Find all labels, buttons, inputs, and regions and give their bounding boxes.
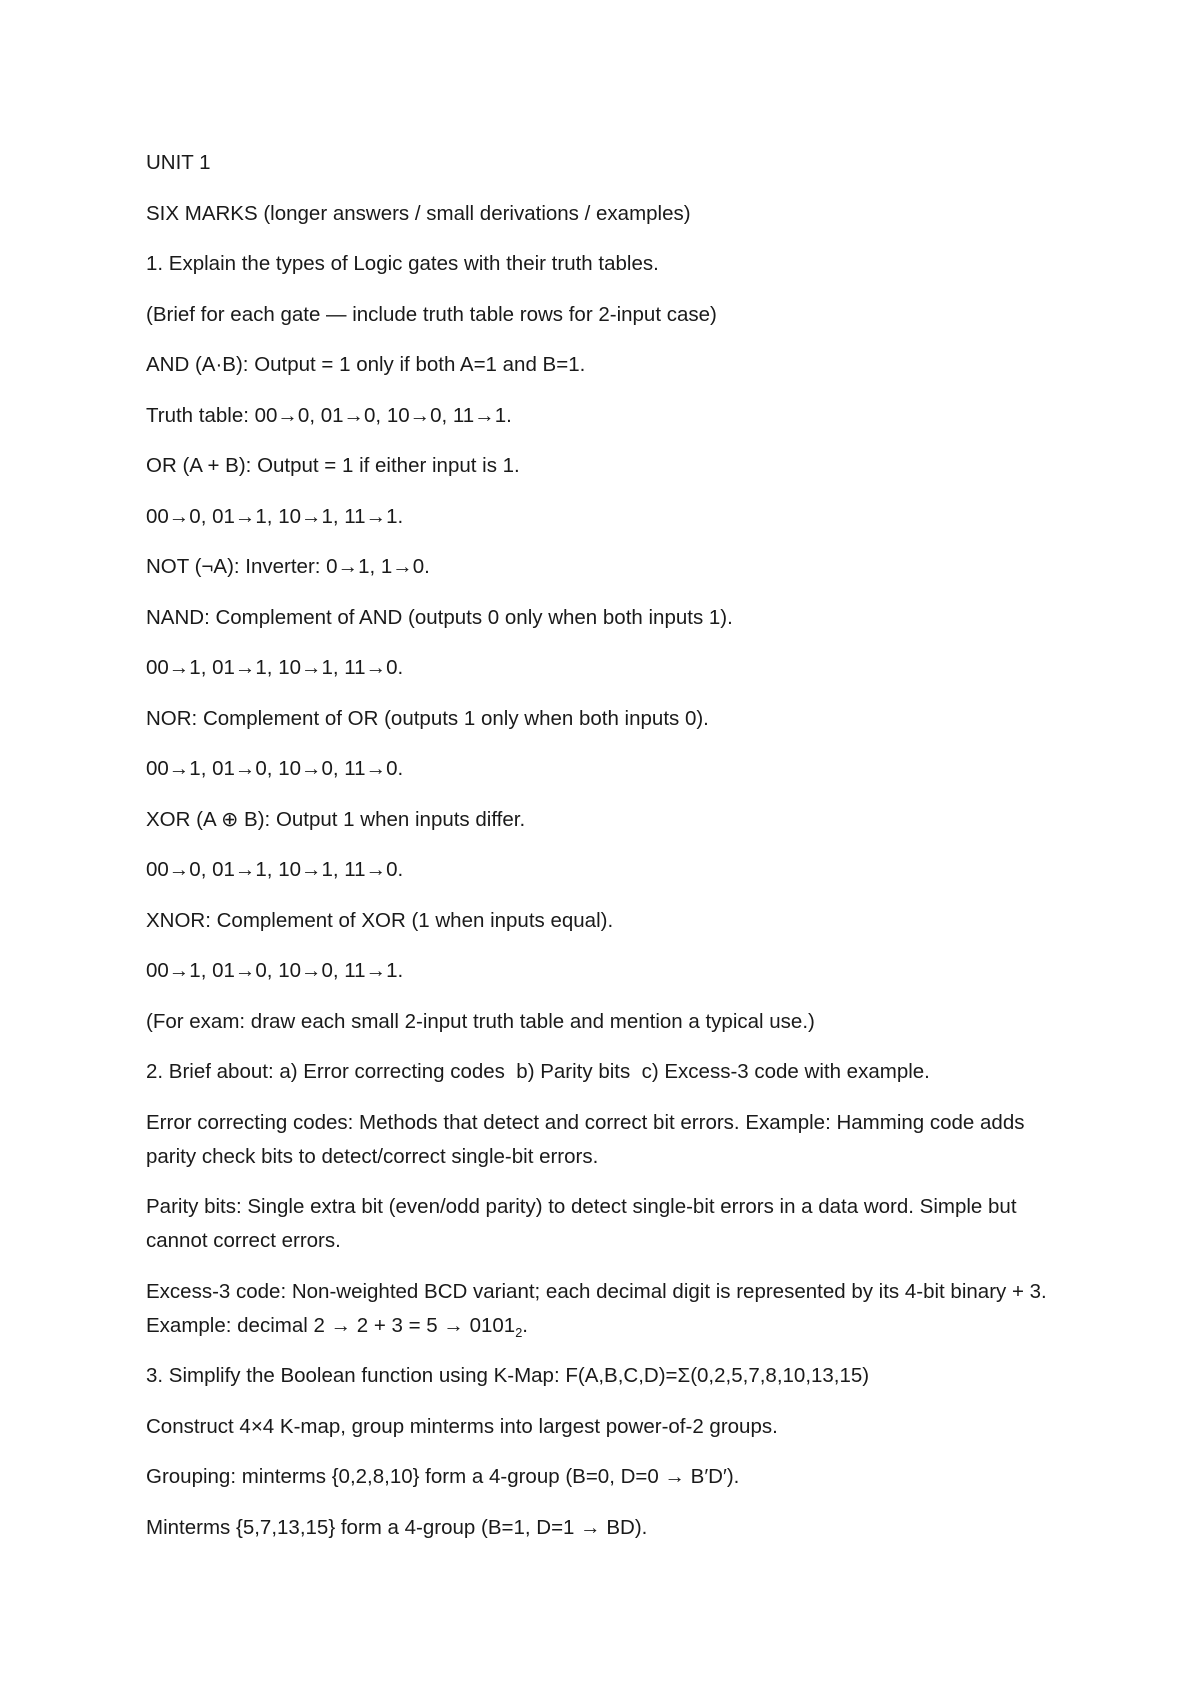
kmap-construct-line: Construct 4×4 K-map, group minterms into largest power-of-2 groups. [146, 1414, 778, 1438]
nor-gate-line: NOR: Complement of OR (outputs 1 only when both inputs 0). [146, 706, 709, 730]
exam-note: (For exam: draw each small 2-input truth table and mention a typical use.) [146, 1009, 815, 1033]
excess-3-end: . [522, 1313, 528, 1337]
kmap-grouping-line: Grouping: minterms {0,2,8,10} form a 4-group (B=0, D=0 → B′D′). [146, 1465, 740, 1488]
question-1-note: (Brief for each gate — include truth table rows for 2-input case) [146, 302, 717, 326]
xnor-gate-line: XNOR: Complement of XOR (1 when inputs equal). [146, 908, 614, 932]
xor-truth-table: 00→0, 01→1, 10→1, 11→0. [146, 858, 404, 881]
xnor-truth-table: 00→1, 01→0, 10→0, 11→1. [146, 959, 404, 982]
xor-gate-line: XOR (A ⊕ B): Output 1 when inputs differ. [146, 807, 526, 831]
section-heading: SIX MARKS (longer answers / small derivations / examples) [146, 201, 691, 225]
unit-heading: UNIT 1 [146, 151, 211, 174]
and-gate-line: AND (A·B): Output = 1 only if both A=1 and B=1. [146, 353, 586, 376]
or-gate-line: OR (A + B): Output = 1 if either input is 1. [146, 454, 520, 477]
or-truth-table: 00→0, 01→1, 10→1, 11→1. [146, 504, 404, 528]
question-1: 1. Explain the types of Logic gates with their truth tables. [146, 252, 659, 275]
nand-gate-line: NAND: Complement of AND (outputs 0 only when both inputs 1). [146, 605, 733, 629]
binary-subscript: 2 [515, 1324, 523, 1340]
question-2: 2. Brief about: a) Error correcting codes b) Parity bits c) Excess-3 code with example. [146, 1060, 930, 1083]
and-truth-table: Truth table: 00→0, 01→0, 10→0, 11→1. [146, 403, 512, 427]
nor-truth-table: 00→1, 01→0, 10→0, 11→0. [146, 757, 404, 780]
question-3: 3. Simplify the Boolean function using K-Map: F(A,B,C,D)=Σ(0,2,5,7,8,10,13,15) [146, 1364, 870, 1387]
nand-truth-table: 00→1, 01→1, 10→1, 11→0. [146, 656, 404, 679]
error-correcting-codes-answer: Error correcting codes: Methods that detect and correct bit errors. Example: Hamming code adds parity check bits to detect/correct single-bit errors. [146, 1110, 1031, 1168]
excess-3-answer [146, 1275, 1066, 1343]
not-gate-line: NOT (¬A): Inverter: 0→1, 1→0. [146, 555, 430, 578]
kmap-minterms-line: Minterms {5,7,13,15} form a 4-group (B=1, D=1 → BD). [146, 1515, 648, 1539]
excess-3-text: Excess-3 code: Non-weighted BCD variant; each decimal digit is represented by its 4-bit binary + 3. Example: decimal 2 → 2 + 3 = 5 → 0101 [146, 1279, 1053, 1337]
document-body [146, 146, 1066, 1561]
parity-bits-answer: Parity bits: Single extra bit (even/odd parity) to detect single-bit errors in a data word. Simple but cannot correct errors. [146, 1195, 1023, 1252]
